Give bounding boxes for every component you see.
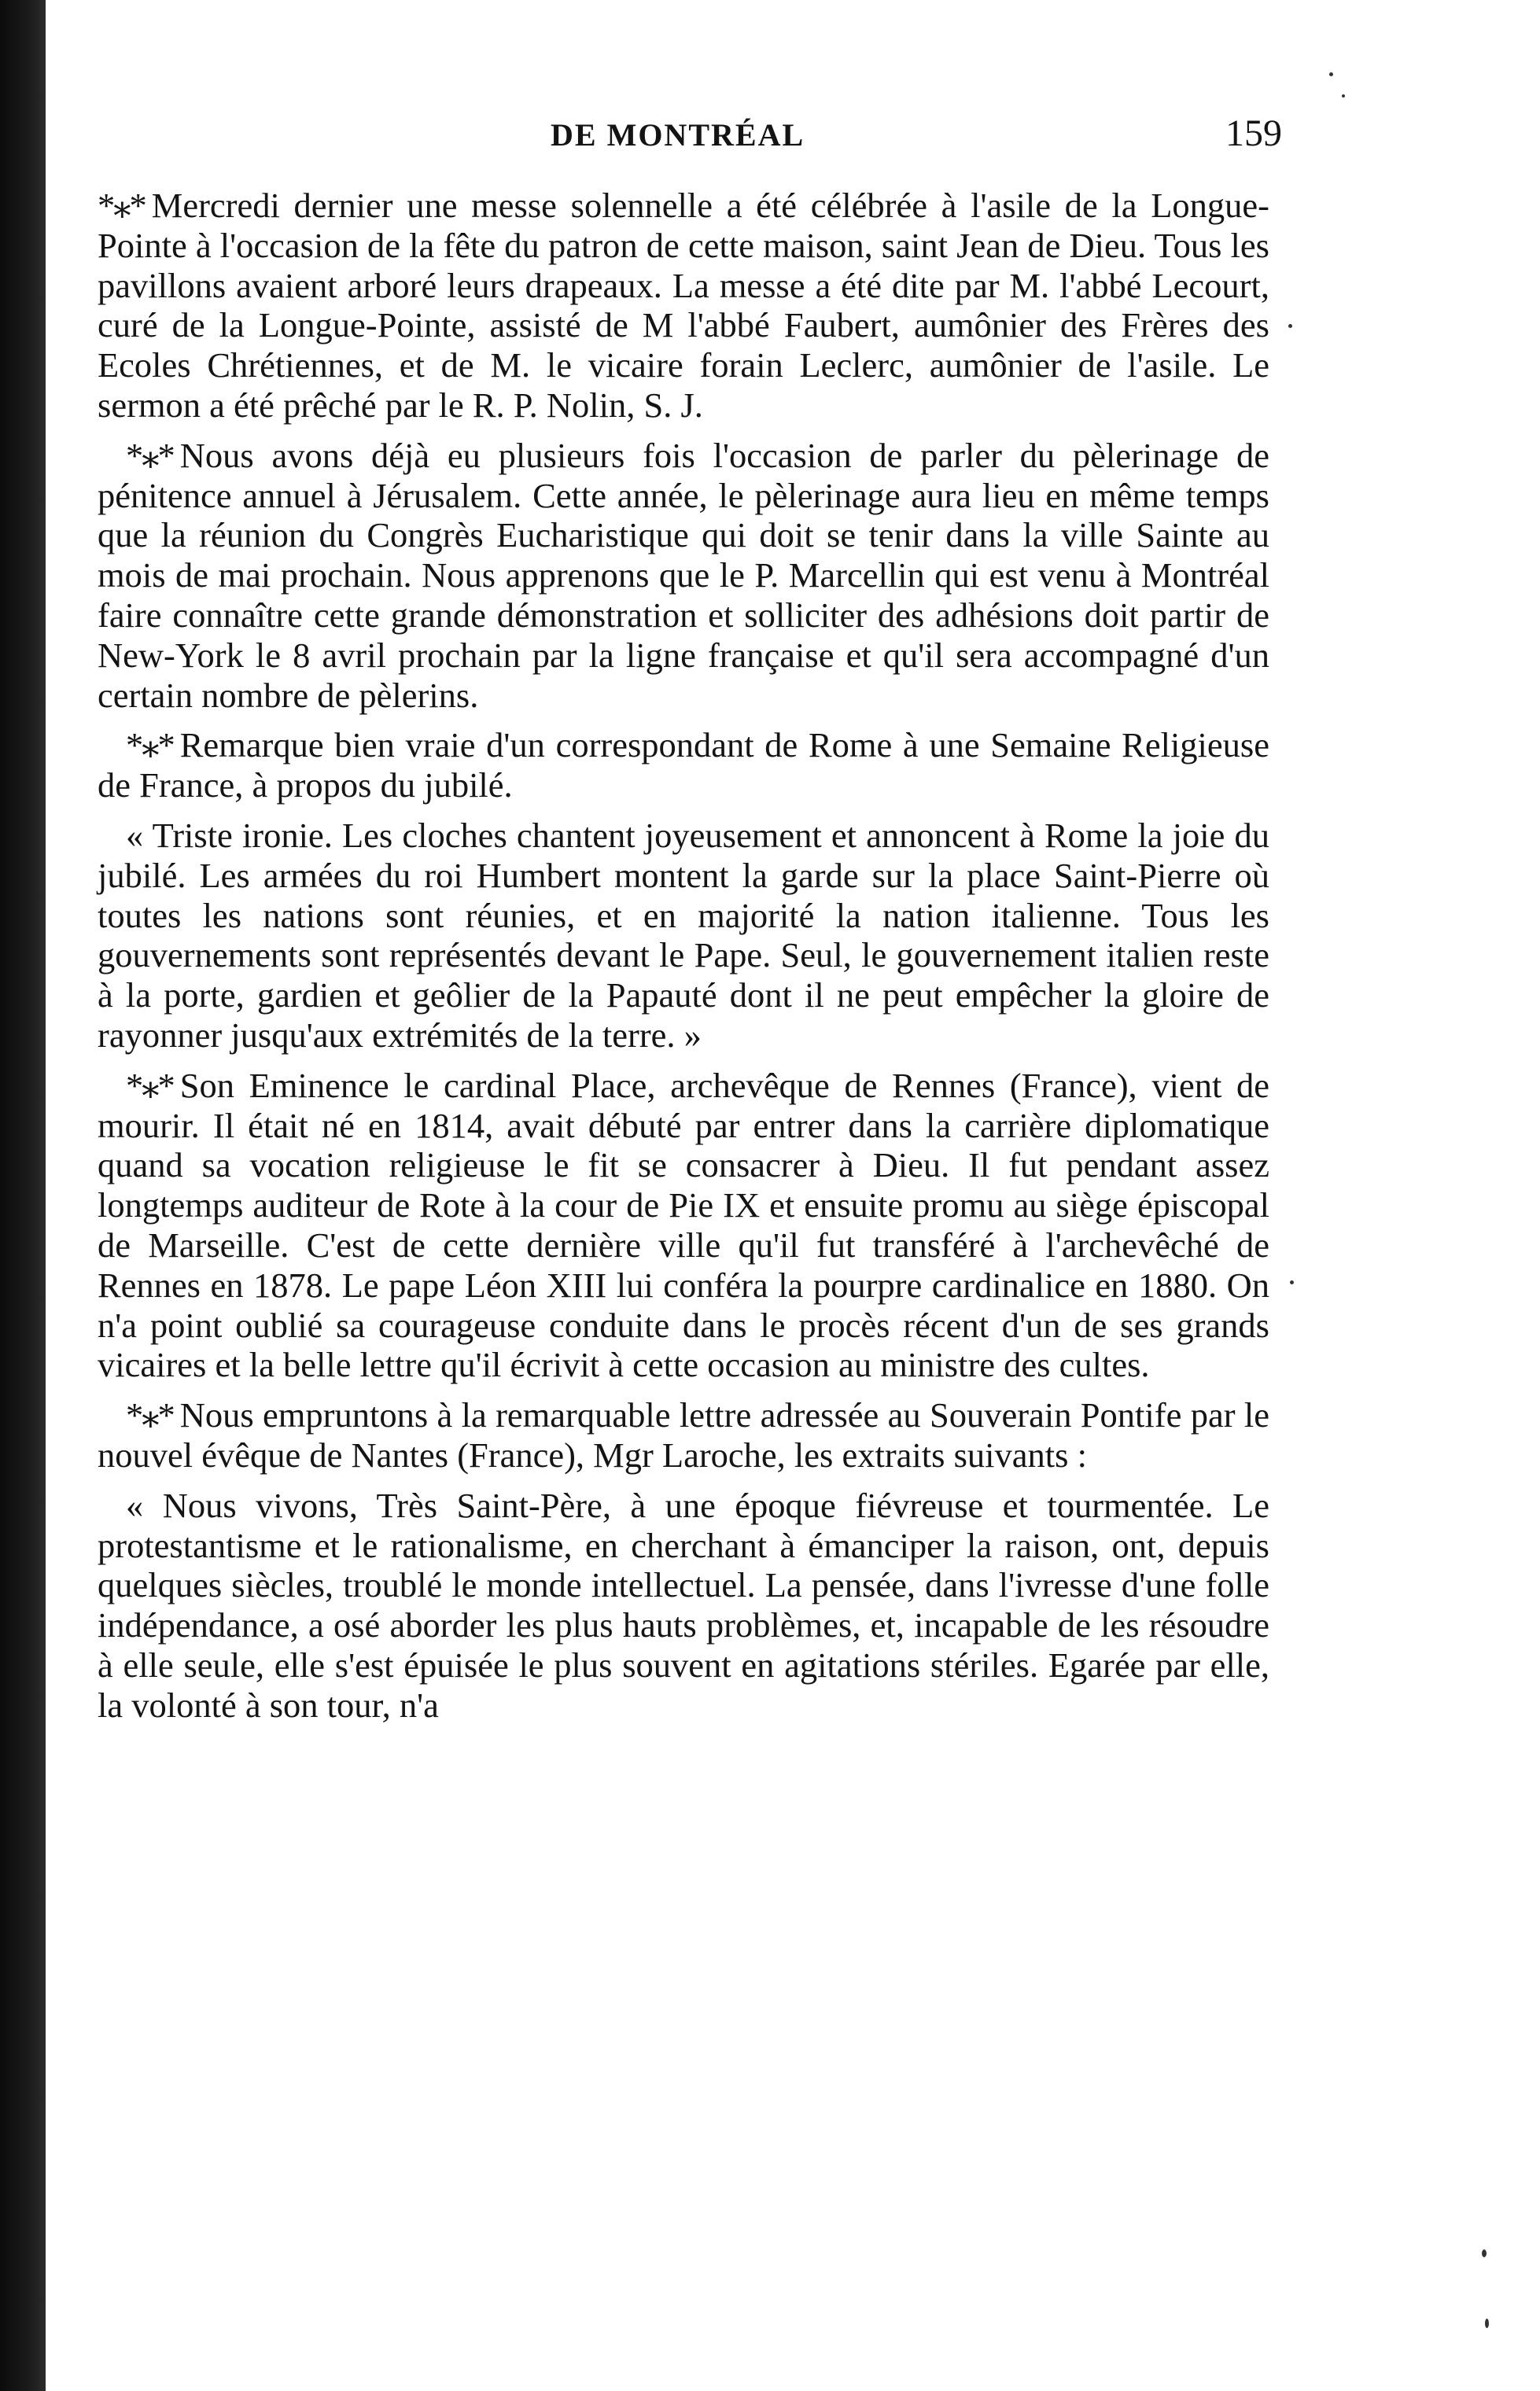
page-binding-edge bbox=[0, 0, 46, 2391]
scan-speck bbox=[1485, 2319, 1489, 2328]
paragraph-letter-quote bbox=[98, 1486, 1269, 1726]
paragraph-pilgrimage bbox=[98, 436, 1269, 716]
paragraph-jubilee-quote bbox=[98, 816, 1269, 1056]
paragraph-asile-mass bbox=[98, 186, 1269, 426]
paragraph-text: Remarque bien vraie d'un correspondant de Rome à une Semaine Religieuse de France, à propos du jubilé. bbox=[98, 725, 1269, 805]
scan-speck bbox=[1329, 72, 1333, 76]
paragraph-text: « Nous vivons, Très Saint-Père, à une époque fiévreuse et tourmentée. Le protestantisme et le rationalisme, en cherchant à émanciper la raison, ont, depuis quelques siècles, troublé le monde intellectuel. La pensée, dans l'ivresse d'une folle indépendance, a osé aborder les plus hauts problèmes, et, incapable de les résoudre à elle seule, elle s'est épuisée le plus souvent en agitations stériles. Egarée par elle, la volonté à son tour, n'a bbox=[98, 1485, 1269, 1725]
scan-speck bbox=[1482, 2249, 1487, 2257]
paragraph-rome-remark bbox=[98, 725, 1269, 805]
paragraph-nantes-letter bbox=[98, 1395, 1269, 1475]
asterism-mark: *⁎* bbox=[126, 725, 174, 765]
asterism-mark: *⁎* bbox=[98, 186, 146, 225]
asterism-mark: *⁎* bbox=[126, 1395, 174, 1435]
scan-speck bbox=[1342, 94, 1345, 98]
asterism-mark: *⁎* bbox=[126, 1065, 174, 1105]
running-head bbox=[0, 112, 1540, 164]
paragraph-text: « Triste ironie. Les cloches chantent joyeusement et annoncent à Rome la joie du jubilé. Les armées du roi Humbert montent la garde sur la place Saint-Pierre où toutes les nations sont réunies, et en majorité la nation italienne. Tous les gouvernements sont représentés devant le Pape. Seul, le gouvernement italien reste à la porte, gardien et geôlier de la Papauté dont il ne peut empêcher la gloire de rayonner jusqu'aux extrémités de la terre. » bbox=[98, 815, 1269, 1055]
page-number: 159 bbox=[1225, 112, 1282, 154]
paragraph-text: Nous avons déjà eu plusieurs fois l'occasion de parler du pèlerinage de pénitence annuel à Jérusalem. Cette année, le pèlerinage aura lieu en même temps que la réunion du Congrès Eucharistique qui doit se tenir dans la ville Sainte au mois de mai prochain. Nous apprenons que le P. Marcellin qui est venu à Montréal faire connaître cette grande démonstration et solliciter des adhésions doit partir de New-York le 8 avril prochain par la ligne française et qu'il sera accompagné d'un certain nombre de pèlerins. bbox=[98, 435, 1269, 715]
paragraph-text: Son Eminence le cardinal Place, archevêque de Rennes (France), vient de mourir. Il était né en 1814, avait débuté par entrer dans la carrière diplomatique quand sa vocation religieuse le fit se consacrer à Dieu. Il fut pendant assez longtemps auditeur de Rote à la cour de Pie IX et ensuite promu au siège épiscopal de Marseille. C'est de cette dernière ville qu'il fut transféré à l'archevêché de Rennes en 1878. Le pape Léon XIII lui conféra la pourpre cardinalice en 1880. On n'a point oublié sa courageuse conduite dans le procès récent d'un de ses grands vicaires et la belle lettre qu'il écrivit à cette occasion au ministre des cultes. bbox=[98, 1065, 1269, 1385]
scan-speck bbox=[1290, 1280, 1294, 1284]
paragraph-text: Mercredi dernier une messe solennelle a été célébrée à l'asile de la Longue-Pointe à l'occasion de la fête du patron de cette maison, saint Jean de Dieu. Tous les pavillons avaient arboré leurs drapeaux. La messe a été dite par M. l'abbé Lecourt, curé de la Longue-Pointe, assisté de M l'abbé Faubert, aumônier des Frères des Ecoles Chrétiennes, et de M. le vicaire forain Leclerc, aumônier de l'asile. Le sermon a été prêché par le R. P. Nolin, S. J. bbox=[98, 186, 1269, 425]
asterism-mark: *⁎* bbox=[126, 435, 174, 475]
paragraph-text: Nous empruntons à la remarquable lettre adressée au Souverain Pontife par le nouvel évêque de Nantes (France), Mgr Laroche, les extraits suivants : bbox=[98, 1395, 1269, 1475]
scan-speck bbox=[1288, 324, 1292, 328]
body-text bbox=[98, 186, 1269, 1735]
running-title: DE MONTRÉAL bbox=[551, 117, 805, 153]
paragraph-cardinal-place bbox=[98, 1066, 1269, 1385]
